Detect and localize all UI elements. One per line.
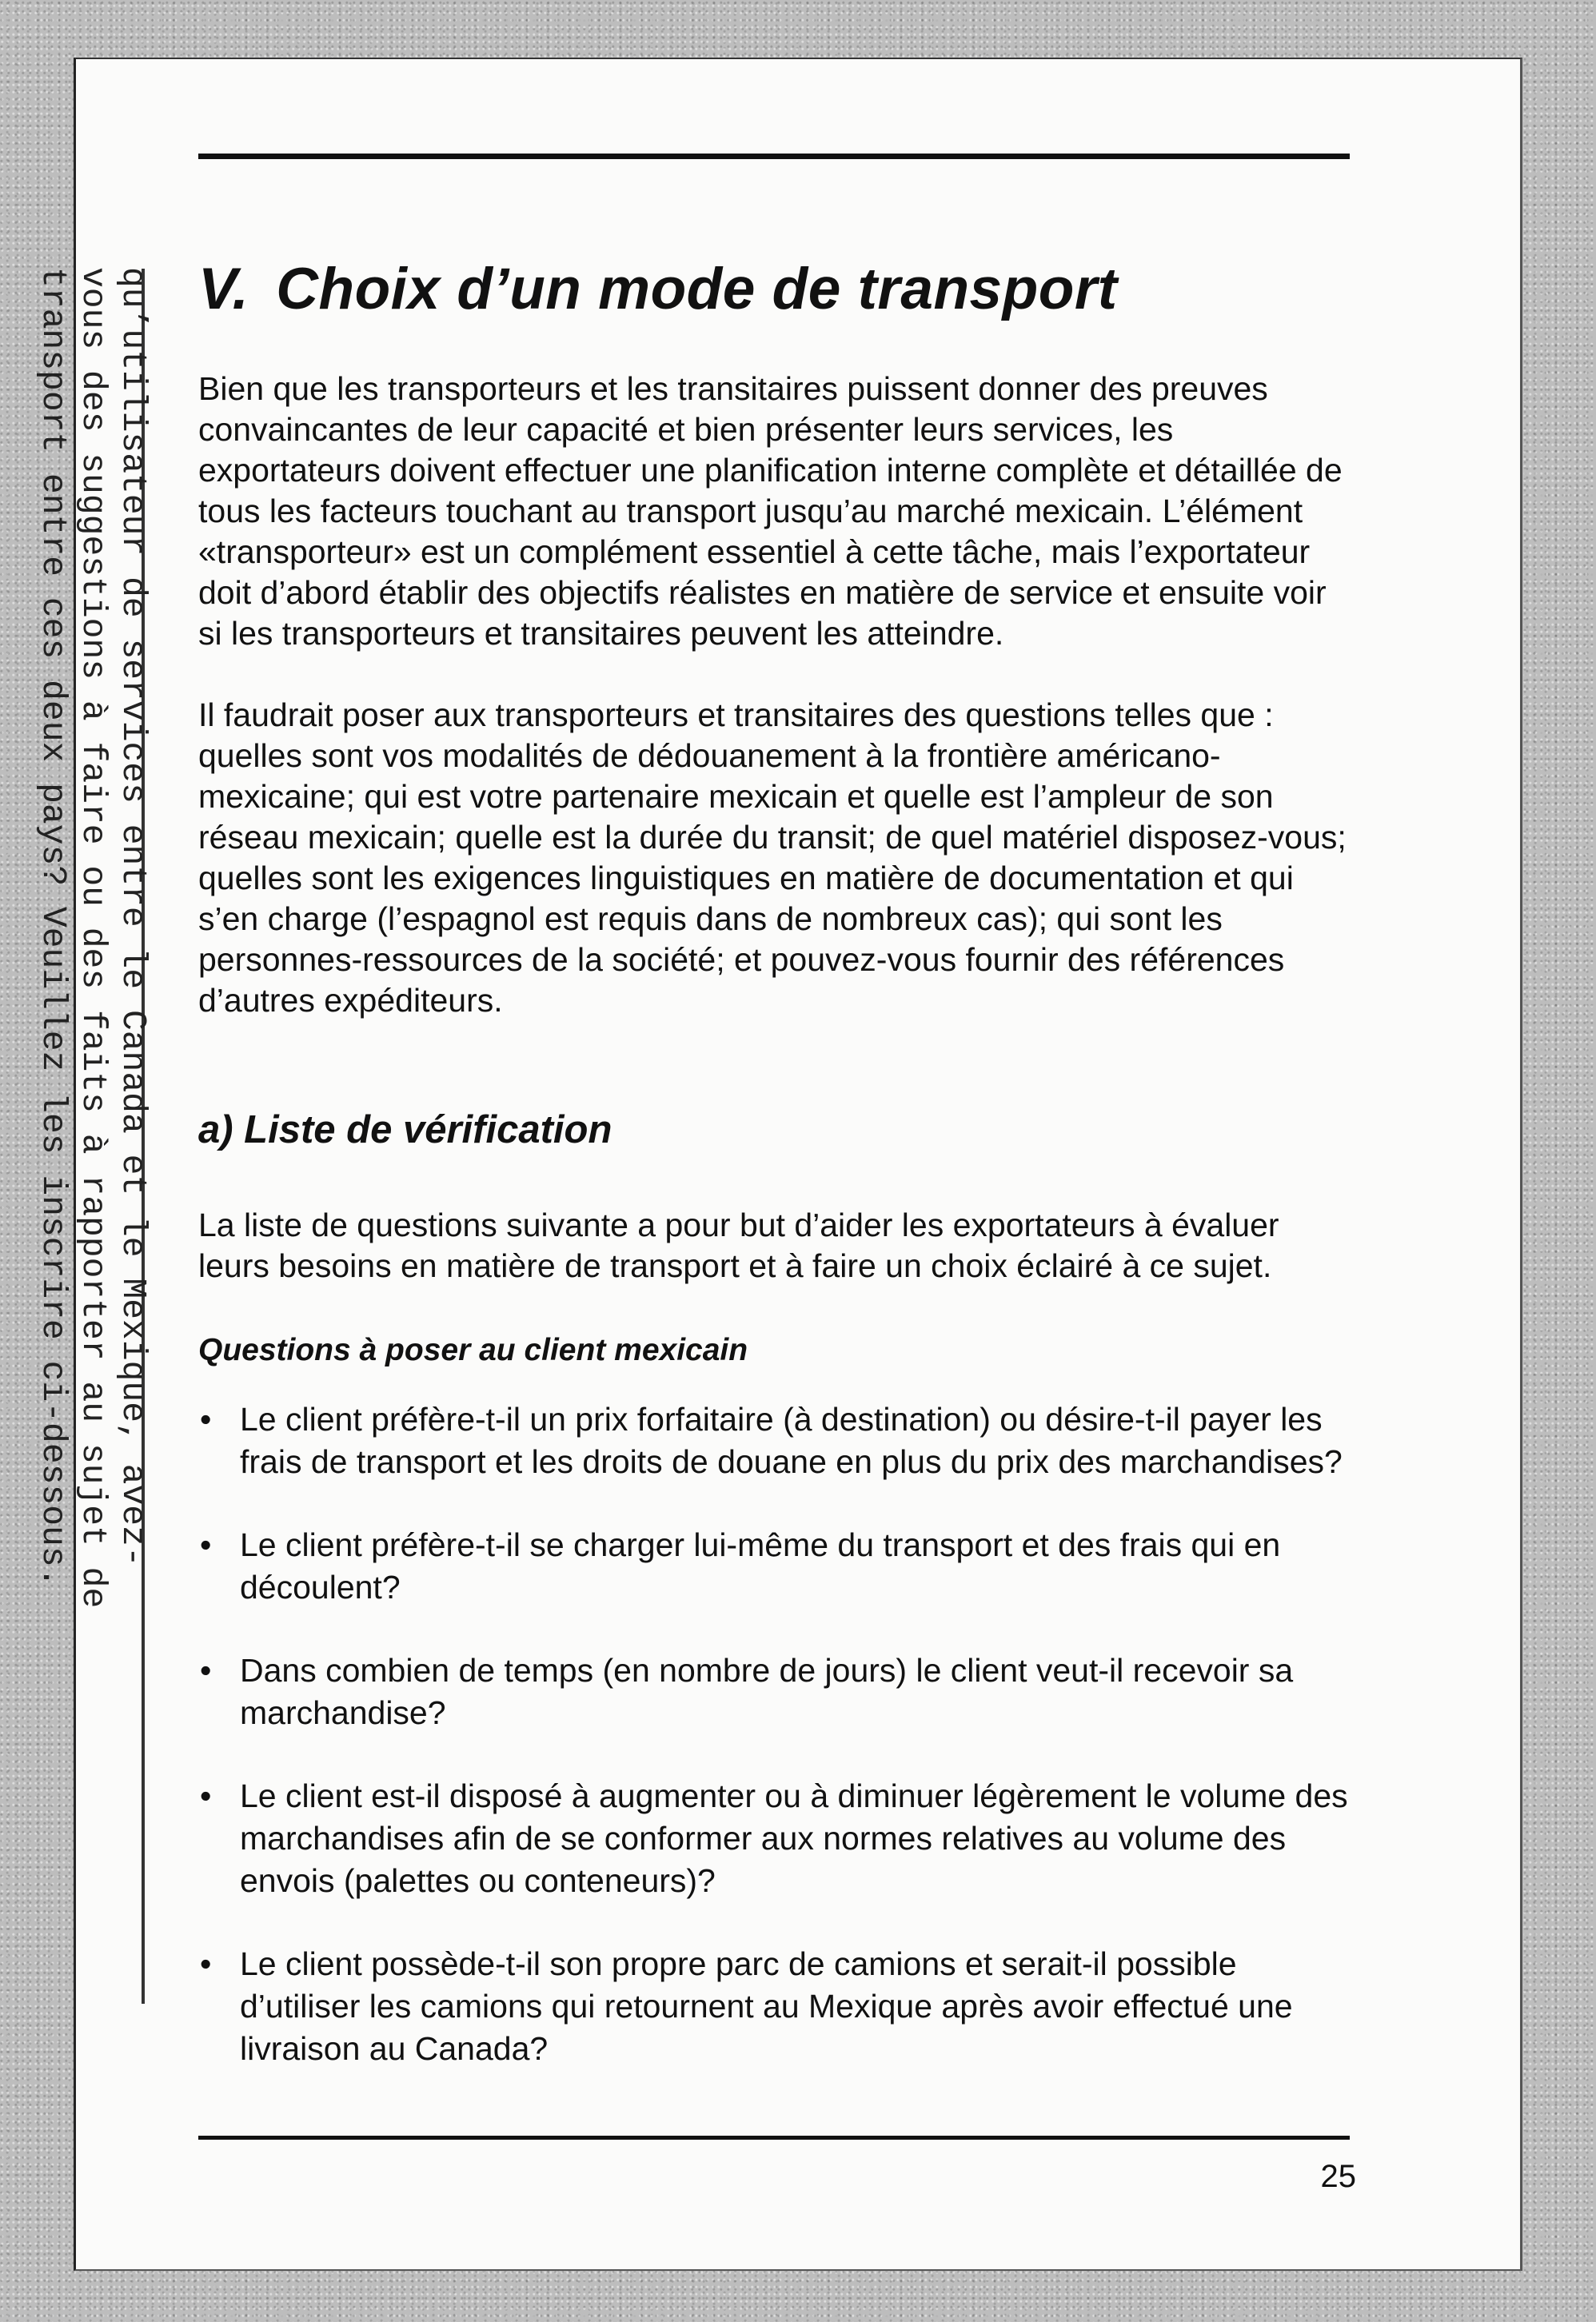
bullet: • xyxy=(200,1526,212,1563)
checklist xyxy=(198,1398,1358,2070)
list-item: • Le client possède-t-il son propre parc de camions et serait-il possible d’utiliser les camions qui retournent au Mexique après avoir effectué une livraison au Canada? xyxy=(198,1943,1358,2070)
questions-paragraph: Il faudrait poser aux transporteurs et transitaires des questions telles que : quelles sont vos modalités de dédouanement à la frontière américano-mexicaine; qui est votre partenaire mexicain et quelle est l’ampleur de son réseau mexicain; quelle est la durée du transit; de quel matériel disposez-vous; quelles sont les exigences linguistiques en matière de documentation et qui s’en charge (l’espagnol est requis dans de nombreux cas); qui sont les personnes-ressources de la société; et pouvez-vous fournir des références d’autres expéditeurs. xyxy=(198,696,1347,1019)
chapter-title: Choix d’un mode de transport xyxy=(276,257,1118,321)
page-number: 25 xyxy=(1320,2159,1356,2194)
margin-note-line: transport entre ces deux pays? Veuillez les inscrire ci-dessous. xyxy=(34,267,73,1588)
bottom-rule xyxy=(198,2136,1350,2140)
top-rule xyxy=(198,154,1350,159)
margin-note-line: vous des suggestions à faire ou des faits à rapporter au sujet de xyxy=(74,267,113,1609)
list-item: • Le client préfère-t-il un prix forfaitaire (à destination) ou désire-t-il payer les frais de transport et les droits de douane en plus du prix des marchandises? xyxy=(198,1398,1358,1483)
list-item: • Le client est-il disposé à augmenter ou à diminuer légèrement le volume des marchandises afin de se conformer aux normes relatives au volume des envois (palettes ou conteneurs)? xyxy=(198,1775,1358,1902)
bullet: • xyxy=(200,1945,212,1982)
section-intro: La liste de questions suivante a pour but d’aider les exportateurs à évaluer leurs besoins en matière de transport et à faire un choix éclairé à ce sujet. xyxy=(198,1207,1279,1284)
list-item: • Dans combien de temps (en nombre de jours) le client veut-il recevoir sa marchandise? xyxy=(198,1650,1358,1734)
list-item: • Le client préfère-t-il se charger lui-même du transport et des frais qui en découlent? xyxy=(198,1524,1358,1609)
subheading: Questions à poser au client mexicain xyxy=(198,1333,748,1367)
chapter-number: V. xyxy=(198,257,249,321)
margin-note-line: qu’utilisateur de services entre le Canada et le Mexique, avez- xyxy=(114,267,153,1567)
bullet: • xyxy=(200,1652,212,1689)
bullet: • xyxy=(200,1401,212,1438)
chapter-heading xyxy=(198,256,1358,322)
main-content xyxy=(198,256,1358,2111)
margin-typewriter-notes xyxy=(34,267,164,2042)
bullet: • xyxy=(200,1777,212,1814)
intro-paragraph: Bien que les transporteurs et les transitaires puissent donner des preuves convaincantes de leur capacité et bien présenter leurs services, les exportateurs doivent effectuer une planification interne complète et détaillée de tous les facteurs touchant au transport jusqu’au marché mexicain. L’élément «transporteur» est un complément essentiel à cette tâche, mais l’exportateur doit d’abord établir des objectifs réalistes en matière de service et ensuite voir si les transporteurs et transitaires peuvent les atteindre. xyxy=(198,370,1343,652)
section-heading: a) Liste de vérification xyxy=(198,1108,612,1151)
